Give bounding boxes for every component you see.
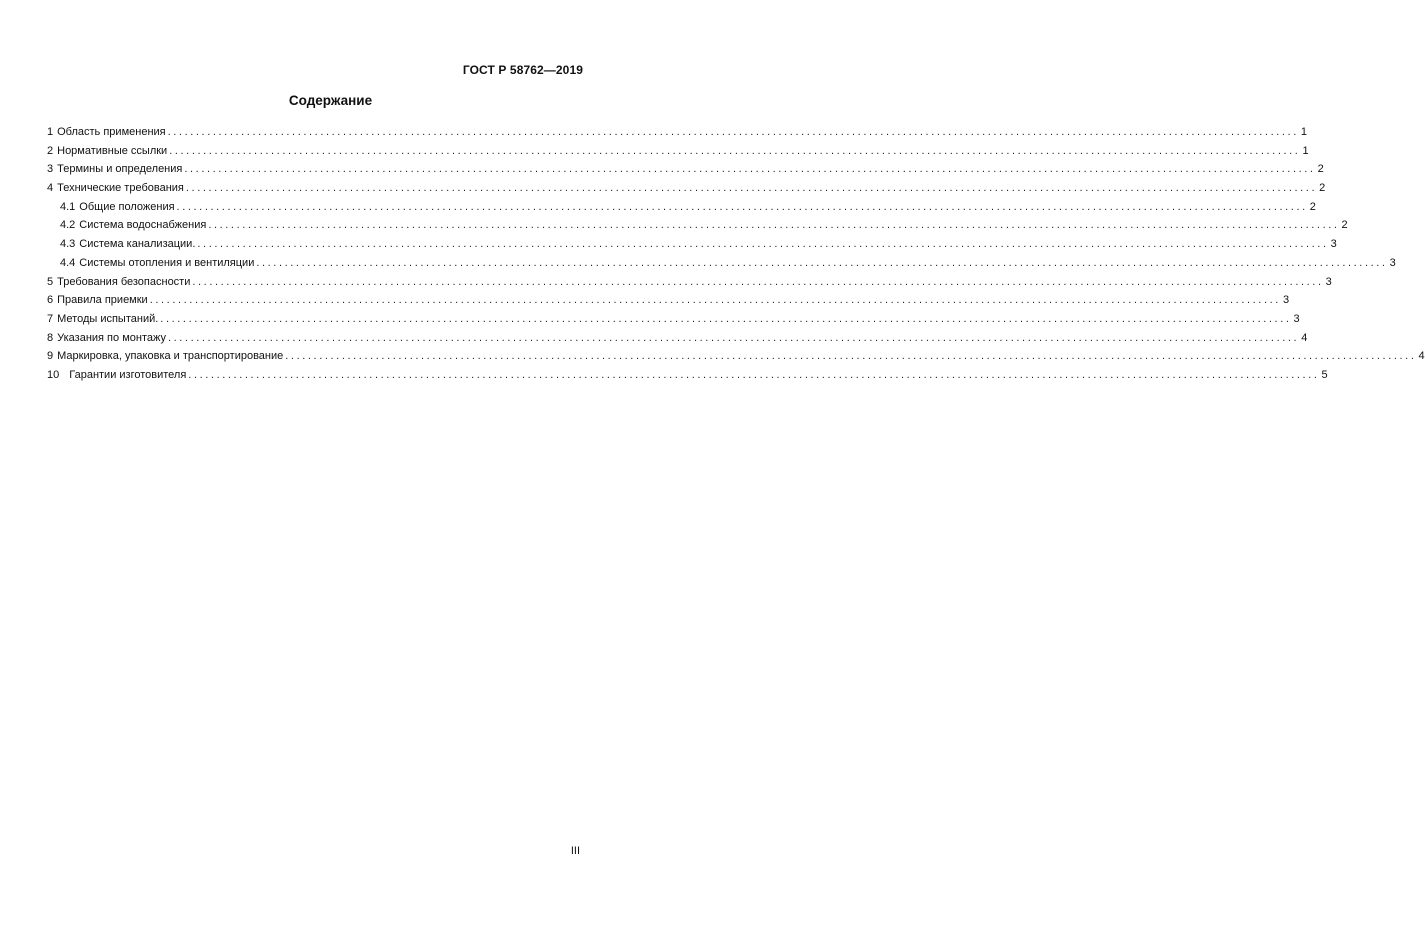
toc-entry-number: 4.4: [60, 256, 76, 269]
toc-entry-number: 9: [47, 350, 54, 363]
toc-entry-2[interactable]: [47, 142, 1309, 161]
toc-entry-label: Правила приемки: [57, 294, 148, 307]
toc-entry-number: 10: [47, 368, 60, 381]
toc-entry-page: 3: [1282, 294, 1290, 307]
toc-entry-8[interactable]: [47, 329, 1308, 348]
toc-leader-dots: ........................................................................................................................................................................................................: [185, 182, 1318, 195]
toc-entry-label: Область применения: [57, 126, 166, 138]
toc-entry-label: Требования безопасности: [57, 275, 191, 288]
toc-entry-label: Система водоснабжения: [79, 219, 207, 232]
toc-leader-dots: ........................................................................................................................................................................................................: [208, 219, 1340, 232]
toc-entry-page: 5: [1321, 368, 1328, 381]
toc-entry-page: 3: [1330, 238, 1337, 251]
toc-entry-label: Система канализации.: [79, 238, 196, 251]
toc-entry-label: Системы отопления и вентиляции: [79, 256, 255, 269]
toc-leader-dots: ........................................................................................................................................................................................................: [176, 200, 1308, 213]
toc-leader-dots: ........................................................................................................................................................................................................: [169, 144, 1301, 157]
toc-entry-1[interactable]: [47, 123, 1307, 142]
document-code: ГОСТ Р 58762—2019: [462, 63, 583, 77]
toc-entry-label: Маркировка, упаковка и транспортирование: [57, 350, 284, 363]
toc-entry-page: 4: [1301, 331, 1308, 344]
toc-entry-page: 3: [1389, 256, 1396, 269]
toc-entry-page: 2: [1319, 182, 1326, 195]
toc-entry-label: Общие положения: [79, 200, 175, 213]
toc-entry-number: 6: [47, 294, 54, 307]
toc-entry-4-4[interactable]: [47, 254, 1396, 273]
toc-entry-7[interactable]: [47, 310, 1300, 329]
toc-entry-5[interactable]: [47, 273, 1332, 292]
toc-entry-page: 2: [1317, 163, 1324, 176]
toc-title: Содержание: [288, 93, 373, 108]
toc-leader-dots: ........................................................................................................................................................................................................: [256, 256, 1388, 269]
toc-entry-3[interactable]: [47, 160, 1324, 179]
toc-entry-page: 1: [1300, 126, 1307, 138]
toc-entry-number: 4: [47, 182, 54, 195]
toc-entry-number: 4.1: [60, 200, 76, 213]
toc-entry-page: 1: [1302, 144, 1309, 157]
toc-entry-page: 2: [1309, 200, 1316, 213]
toc-entry-number: 5: [47, 275, 54, 288]
toc-leader-dots: ........................................................................................................................................................................................................: [167, 126, 1299, 138]
toc-entry-4-1[interactable]: [47, 198, 1316, 217]
table-of-contents: [47, 123, 1425, 385]
toc-entry-number: 7: [47, 312, 54, 325]
toc-leader-dots: ........................................................................................................................................................................................................: [285, 350, 1417, 363]
toc-leader-dots: ........................................................................................................................................................................................................: [149, 294, 1281, 307]
toc-entry-number: 1: [47, 126, 54, 138]
toc-leader-dots: ........................................................................................................................................................................................................: [160, 312, 1292, 325]
toc-entry-label: Нормативные ссылки: [57, 144, 168, 157]
toc-entry-number: 2: [47, 144, 54, 157]
toc-entry-number: 4.3: [60, 238, 76, 251]
toc-entry-label: Методы испытаний.: [57, 312, 159, 325]
toc-entry-label: Гарантии изготовителя: [69, 368, 187, 381]
toc-entry-4-3[interactable]: [47, 235, 1337, 254]
toc-leader-dots: ........................................................................................................................................................................................................: [167, 331, 1300, 344]
toc-entry-4[interactable]: [47, 179, 1326, 198]
toc-entry-page: 4: [1418, 350, 1425, 363]
toc-entry-10[interactable]: [47, 366, 1328, 385]
toc-leader-dots: ........................................................................................................................................................................................................: [184, 163, 1316, 176]
toc-leader-dots: ........................................................................................................................................................................................................: [197, 238, 1329, 251]
toc-entry-page: 3: [1293, 312, 1300, 325]
toc-entry-label: Термины и определения: [57, 163, 183, 176]
toc-entry-9[interactable]: [47, 347, 1425, 366]
toc-entry-number: 4.2: [60, 219, 76, 232]
toc-leader-dots: ........................................................................................................................................................................................................: [188, 368, 1320, 381]
toc-entry-page: 3: [1325, 275, 1332, 288]
toc-entry-6[interactable]: [47, 291, 1290, 310]
toc-entry-label: Технические требования: [57, 182, 184, 195]
toc-leader-dots: ........................................................................................................................................................................................................: [192, 275, 1324, 288]
toc-entry-4-2[interactable]: [47, 216, 1348, 235]
toc-entry-page: 2: [1341, 219, 1348, 232]
page-number: III: [570, 845, 580, 857]
toc-entry-number: 3: [47, 163, 54, 176]
toc-entry-label: Указания по монтажу: [57, 331, 166, 344]
toc-entry-number: 8: [47, 331, 54, 344]
